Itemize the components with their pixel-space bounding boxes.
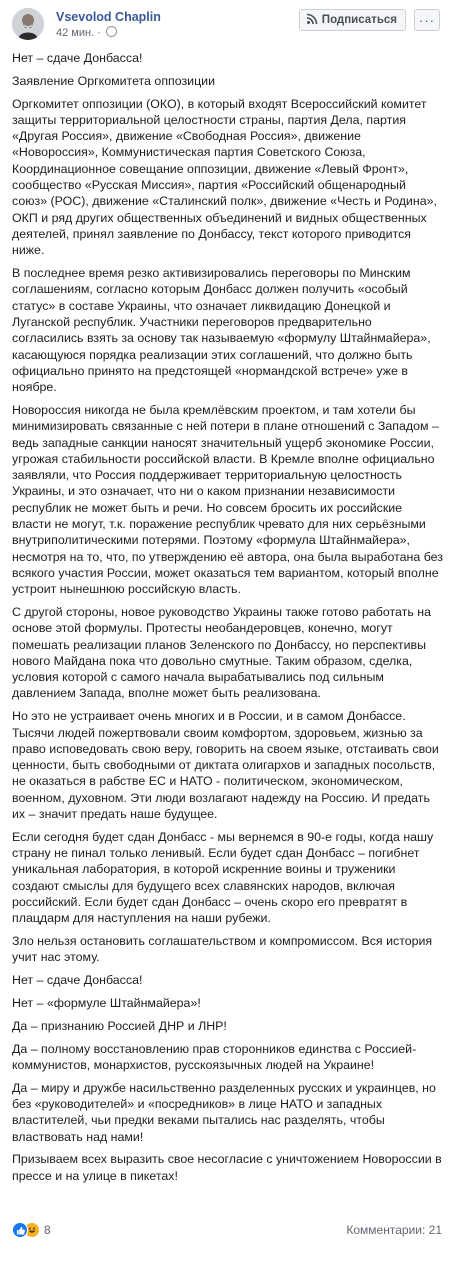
post-paragraph: Да – миру и дружбе насильственно разделенных русских и украинцев, но без «руководителей» и «посредников» в лице НАТО и западных властителей, чьи предки веками пытались нас разделять, чтобы властвовать над нами! bbox=[12, 1080, 436, 1144]
post-paragraph: Нет – «формуле Штайнмайера»! bbox=[12, 996, 201, 1011]
subscribe-label: Подписаться bbox=[321, 14, 397, 26]
post-paragraph: В последнее время резко активизировались переговоры по Минским соглашениям, согласно которым Донбасс должен получить «особый статус» в составе Украины, что означает ликвидацию Донецкой и Луганской республик. Участники переговоров предварительно согласились взять за основу так называемую «формулу Штайнмайера», касающуюся порядка реализации этих соглашений, что должно быть официально принято на предстоящей «нормандской встрече» уже в ноябре. bbox=[12, 266, 431, 395]
post-paragraph: С другой стороны, новое руководство Украины также готово работать на основе этой формулы. Протесты необандеровцев, конечно, могут помешать реализации планов Зеленского по Донбассу, но перспективы нового Майдана пока что довольно смутные. Таким образом, сделка, условия которой с самого начала вырабатывались под сильным давлением Запада, вполне может быть реализована. bbox=[12, 605, 431, 701]
post-footer bbox=[12, 1220, 442, 1242]
post-paragraph: Нет – сдаче Донбасса! bbox=[12, 51, 143, 65]
post-time[interactable]: 42 мин. bbox=[56, 27, 95, 39]
post-paragraph: Заявление Оргкомитета оппозиции bbox=[12, 73, 216, 88]
post-paragraph: Да – полному восстановлению прав сторонников единства с Россией- коммунистов, монархистов, русскоязычных людей на Украине! bbox=[12, 1041, 417, 1072]
post-paragraph: Призываем всех выразить свое несогласие с уничтожением Новороссии в прессе и на улице в пикетах! bbox=[12, 1152, 442, 1183]
post-paragraph: Нет – сдаче Донбасса! bbox=[12, 973, 143, 988]
rss-icon bbox=[306, 13, 318, 28]
post-paragraph: Если сегодня будет сдан Донбасс - мы вернемся в 90-е годы, когда нашу страну не пинал только ленивый. Если будет сдан Донбасс – погибнет уникальная лаборатория, в которой искренние воины и труженики создают смыслы для будущего всех славянских народов, включая российский. Если будет сдан Донбасс – очень скоро его превратят в плацдарм для наступления на наши рубежи. bbox=[12, 829, 434, 926]
more-button[interactable] bbox=[414, 9, 440, 31]
like-icon bbox=[12, 1222, 28, 1238]
post-meta: 42 мин. · bbox=[56, 26, 117, 39]
reactions-count: 8 bbox=[44, 1223, 51, 1237]
post-paragraph: Новороссия никогда не была кремлёвским проектом, и там хотели бы минимизировать связанные с ней потери в плане отношений с Западом – ведь западные санкции наносят значительный ущерб экономике России, угрожая стабильности российской власти. В Кремле вполне официально заявляли, что Россия поддерживает территориальную целостность Украины, и это означает, что ни о каком признании независимости республик не может быть и речи. Но совсем бросить их российские власти не могут, т.к. поражение республик чревато для них серьёзными внутриполитическими потерями. Поэтому «формула Штайнмайера», несмотря на то, что, по утверждению её автора, она была выработана без всякого участия России, может оказаться тем вариантом, который вполне устроит нынешнюю российскую власть. bbox=[12, 402, 443, 597]
author-name[interactable]: Vsevolod Chaplin bbox=[56, 10, 161, 24]
avatar[interactable] bbox=[12, 8, 44, 40]
globe-icon bbox=[106, 26, 117, 37]
post-paragraph: Зло нельзя остановить соглашательством и компромиссом. Вся история учит нас этому. bbox=[12, 934, 433, 965]
post-paragraph: Но это не устраивает очень многих и в России, и в самом Донбассе. Тысячи людей пожертвовали своим комфортом, здоровьем, жизнью за право исповедовать свою веру, говорить на своем языке, отстаивать свои ценности, быть свободными от диктата олигархов и западных посольств, не оказаться в рабстве ЕС и НАТО - политическом, экономическом, военном, духовном. Эти люди возлагают надежду на Россию. И предать их – значит предать наше будущее. bbox=[12, 709, 439, 822]
subscribe-button[interactable] bbox=[299, 9, 406, 31]
post-paragraph: Оргкомитет оппозиции (ОКО), в который входят Всероссийский комитет защиты территориальной целостности страны, партия Дела, партия «Другая Россия», движение «Свободная Россия», движение «Новороссия», Коммунистическая партия Советского Союза, Координационное совещание оппозиции, движение «Левый Фронт», сообщество «Русская Миссия», партия «Российский общенародный союз» (РОС), движение «Сталинский полк», движение «Честь и Родина», ОКП и ряд других общественных объединений и видных общественных деятелей, принял заявление по Донбассу, текст которого приводится ниже. bbox=[12, 96, 437, 258]
reactions-summary[interactable] bbox=[12, 1222, 51, 1238]
post-paragraph: Да – признанию Россией ДНР и ЛНР! bbox=[12, 1018, 227, 1033]
comments-count[interactable]: Комментарии: 21 bbox=[346, 1223, 442, 1237]
post-header bbox=[12, 8, 442, 40]
post-body bbox=[12, 50, 444, 1191]
more-icon: ··· bbox=[419, 12, 435, 28]
